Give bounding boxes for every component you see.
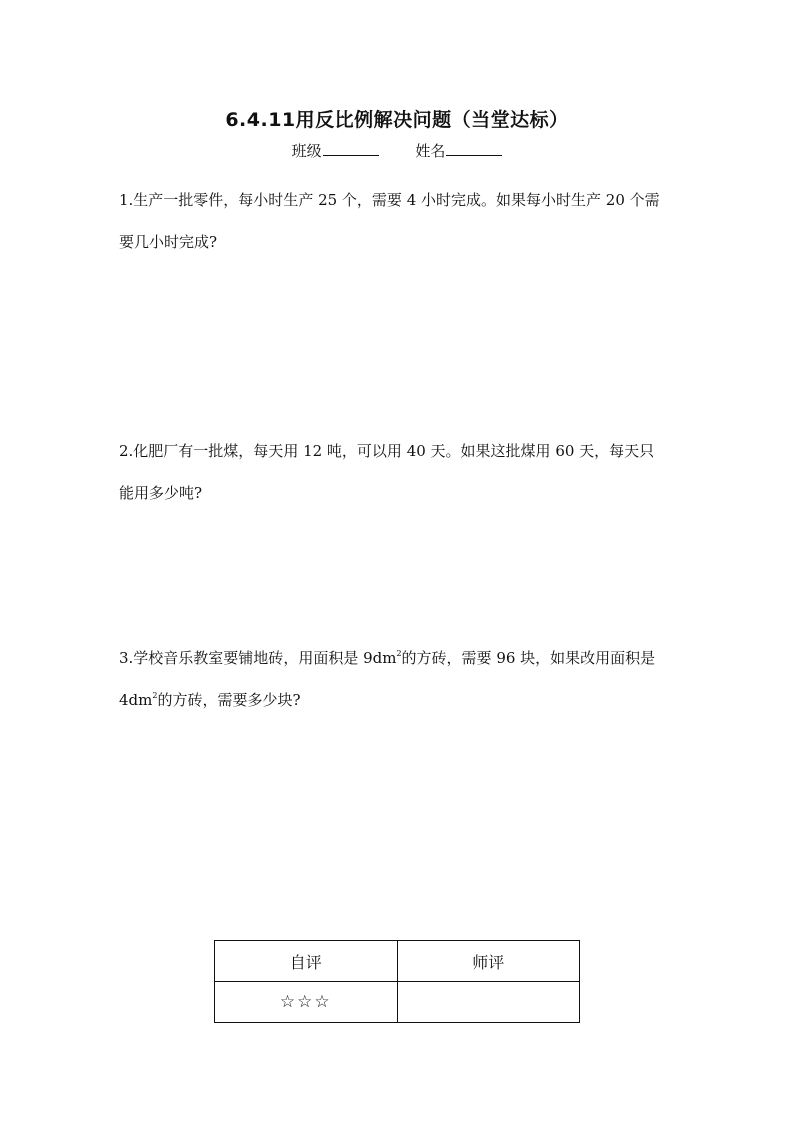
question-3-text-b: 的方砖，需要 96 块，如果改用面积是 (401, 649, 656, 667)
teacher-evaluation-cell[interactable] (397, 982, 580, 1023)
evaluation-table (214, 940, 580, 1023)
question-2-line-2: 能用多少吨? (119, 484, 203, 502)
question-3-line-1 (119, 637, 679, 679)
question-1-line-1: 1.生产一批零件，每小时生产 25 个，需要 4 小时完成。如果每小时生产 20 个需 (119, 191, 660, 209)
page-title: 6.4.11用反比例解决问题（当堂达标） (225, 109, 569, 131)
question-3-text-c: 4dm (119, 691, 153, 709)
question-2 (119, 430, 679, 514)
question-1 (119, 179, 679, 263)
evaluation-value-row (215, 982, 580, 1023)
class-blank[interactable] (323, 141, 379, 156)
question-2-line-1: 2.化肥厂有一批煤，每天用 12 吨，可以用 40 天。如果这批煤用 60 天，每天只 (119, 442, 655, 460)
evaluation-header-row (215, 941, 580, 982)
name-label: 姓名 (415, 142, 446, 160)
name-field (415, 140, 502, 161)
question-3-line-2 (119, 679, 679, 721)
question-3-text-d: 的方砖，需要多少块? (157, 691, 301, 709)
teacher-evaluation-header: 师评 (397, 941, 580, 982)
unit-exponent: 2 (152, 691, 158, 700)
question-1-line-2: 要几小时完成? (119, 233, 218, 251)
self-evaluation-stars[interactable]: ☆☆☆ (215, 982, 398, 1023)
student-info-line (0, 140, 794, 161)
question-3-text-a: 3.学校音乐教室要铺地砖，用面积是 9dm (119, 649, 397, 667)
question-3 (119, 637, 679, 721)
class-field (292, 140, 379, 161)
class-label: 班级 (291, 142, 322, 160)
name-blank[interactable] (446, 141, 502, 156)
unit-exponent: 2 (396, 649, 402, 658)
self-evaluation-header: 自评 (215, 941, 398, 982)
